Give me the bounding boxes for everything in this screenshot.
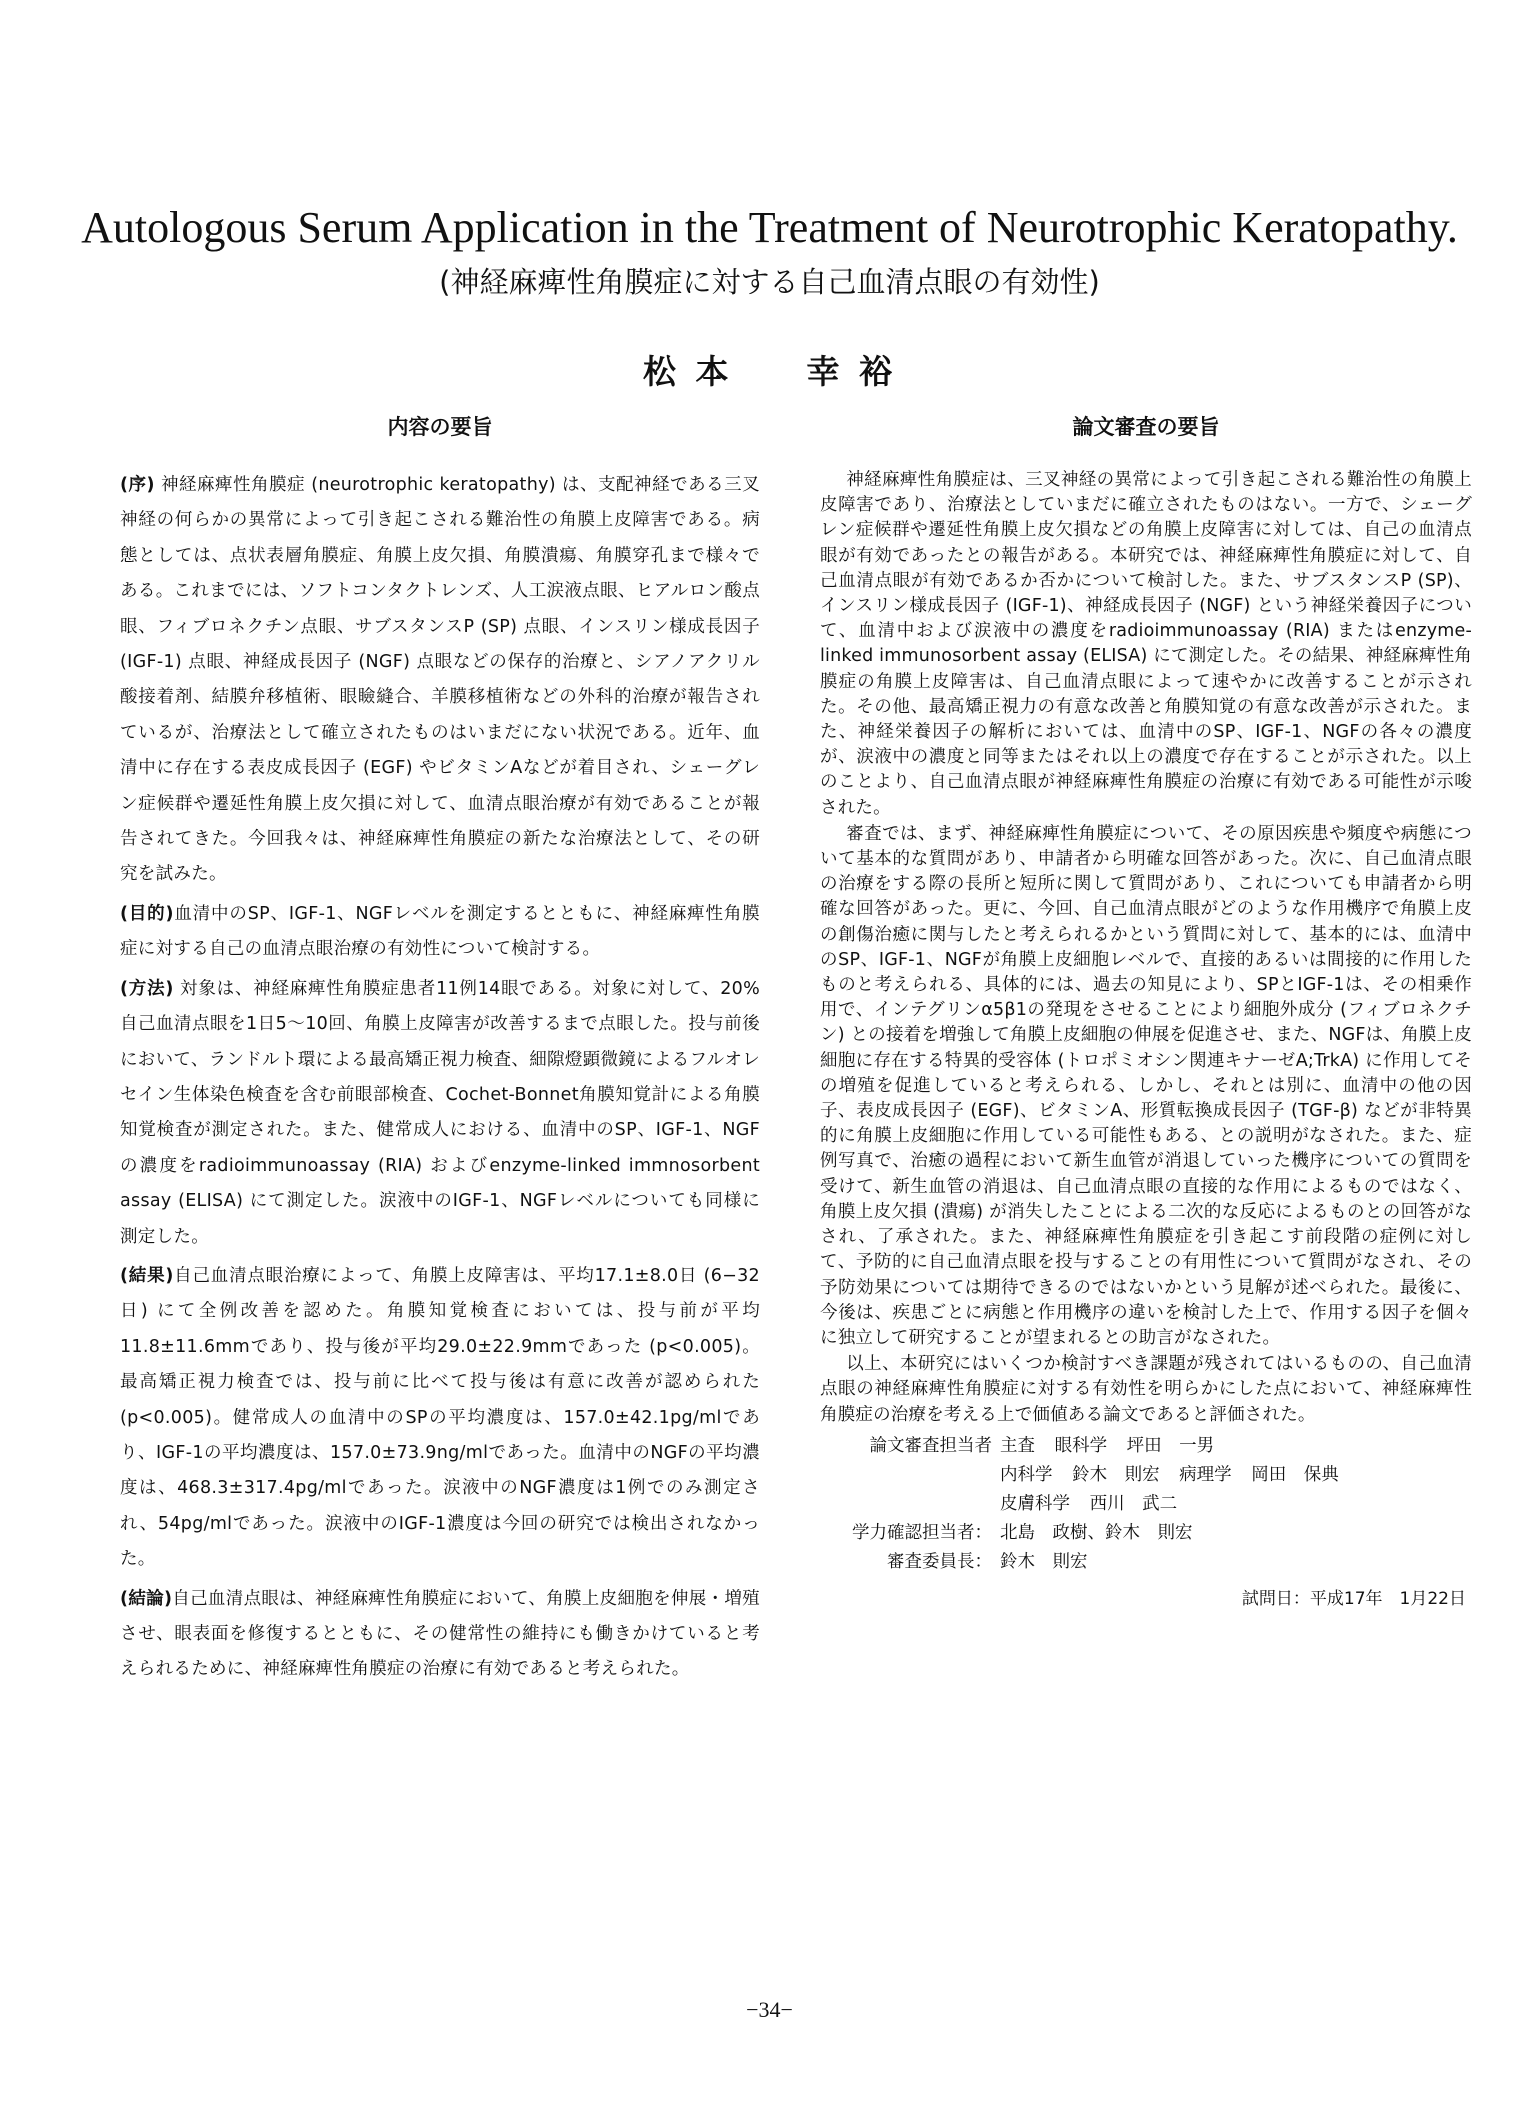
- section-text: 自己血清点眼治療によって、角膜上皮障害は、平均17.1±8.0日 (6−32日) にて全例改善を認めた。角膜知覚検査においては、投与前が平均11.8±11.6mmであり、投与後が平均29.0±22.9mmであった (p<0.005)。最高矯正視力検査では、投与前に比べて投与後は有意に改善が認められた (p<0.005)。健常成人の血清中のSPの平均濃度は、157.0±42.1pg/mlであり、IGF-1の平均濃度は、157.0±73.9ng/mlであった。血清中のNGFの平均濃度は、468.3±317.4pg/mlであった。涙液中のNGF濃度は1例でのみ測定され、54pg/mlであった。涙液中のIGF-1濃度は今回の研究では検出されなかった。: [120, 1265, 760, 1570]
- committee-entry: 西川 武二: [1089, 1493, 1178, 1514]
- committee-role: 学力確認担当者：: [852, 1522, 992, 1543]
- section-label: (序): [120, 475, 155, 495]
- section-text: 自己血清点眼は、神経麻痺性角膜症において、角膜上皮細胞を伸展・増殖させ、眼表面を修復するとともに、その健常性の維持にも働きかけていると考えられるために、神経麻痺性角膜症の治療に有効であると考えられた。: [120, 1588, 760, 1680]
- section-text: 対象は、神経麻痺性角膜症患者11例14眼である。対象に対して、20%自己血清点眼を1日5〜10回、角膜上皮障害が改善するまで点眼した。投与前後において、ランドルト環による最高矯正視力検査、細隙燈顕微鏡によるフルオレセイン生体染色検査を含む前眼部検査、Cochet-Bonnet角膜知覚計による角膜知覚検査が測定された。また、健常成人における、血清中のSP、IGF-1、NGFの濃度をradioimmunoassay (RIA) およびenzyme-linked immnosorbent assay (ELISA) にて測定した。涙液中のIGF-1、NGFレベルについても同様に測定した。: [120, 978, 760, 1247]
- committee-row: [820, 1519, 1472, 1548]
- review-paragraph: 審査では、まず、神経麻痺性角膜症について、その原因疾患や頻度や病態について基本的な質問があり、申請者から明確な回答があった。次に、自己血清点眼の治療をする際の長所と短所に関して質問があり、これについても申請者から明確な回答があった。更に、今回、自己血清点眼がどのような作用機序で角膜上皮の創傷治癒に関与したと考えられるかという質問に対して、基本的には、血清中のSP、IGF-1、NGFが角膜上皮細胞レベルで、直接的あるいは間接的に作用したものと考えられる、具体的には、過去の知見により、SPとIGF-1は、その相乗作用で、インテグリンα5β1の発現をさせることにより細胞外成分 (フィブロネクチン) との接着を増強して角膜上皮細胞の伸展を促進させ、また、NGFは、角膜上皮細胞に存在する特異的受容体 (トロポミオシン関連キナーゼA;TrkA) に作用してその増殖を促進していると考えられる、しかし、それとは別に、血清中の他の因子、表皮成長因子 (EGF)、ビタミンA、形質転換成長因子 (TGF-β) などが非特異的に角膜上皮細胞に作用している可能性もある、との説明がなされた。また、症例写真で、治癒の過程において新生血管が消退していった機序についての質問を受けて、新生血管の消退は、自己血清点眼の直接的な作用によるものではなく、角膜上皮欠損 (潰瘍) が消失したことによる二次的な反応によるものとの回答がなされ、了承された。また、神経麻痺性角膜症を引き起こす前段階の症例に対して、予防的に自己血清点眼を投与することの有用性について質問がなされ、その予防効果については期待できるのではないかという見解が述べられた。最後に、今後は、疾患ごとに病態と作用機序の違いを検討した上で、作用する因子を個々に独立して研究することが望まれるとの助言がなされた。: [820, 823, 1472, 1348]
- committee-entry: 北島 政樹、鈴木 則宏: [1000, 1522, 1193, 1543]
- review-committee: [820, 1432, 1472, 1577]
- paper-title-english: Autologous Serum Application in the Treatment of Neurotrophic Keratopathy.: [81, 203, 1458, 252]
- abstract-section-conclusion: [120, 1582, 760, 1688]
- section-label: (結論): [120, 1588, 173, 1609]
- section-label: (結果): [120, 1265, 174, 1286]
- committee-role: 論文審査担当者: [869, 1435, 992, 1456]
- abstract-heading: 内容の要旨: [387, 415, 493, 439]
- committee-row: [820, 1461, 1472, 1490]
- committee-entry: 病理学: [1179, 1464, 1232, 1485]
- committee-entry: 皮膚科学: [1000, 1493, 1070, 1514]
- section-text: 神経麻痺性角膜症 (neurotrophic keratopathy) は、支配神経である三叉神経の何らかの異常によって引き起こされる難治性の角膜上皮障害である。病態としては、点状表層角膜症、角膜上皮欠損、角膜潰瘍、角膜穿孔まで様々である。これまでには、ソフトコンタクトレンズ、人工涙液点眼、ヒアルロン酸点眼、フィブロネクチン点眼、サブスタンスP (SP) 点眼、インスリン様成長因子 (IGF-1) 点眼、神経成長因子 (NGF) 点眼などの保存的治療と、シアノアクリル酸接着剤、結膜弁移植術、眼瞼縫合、羊膜移植術などの外科的治療が報告されているが、治療法として確立されたものはいまだにない状況である。近年、血清中に存在する表皮成長因子 (EGF) やビタミンAなどが着目され、シェーグレン症候群や遷延性角膜上皮欠損に対して、血清点眼治療が有効であることが報告されてきた。今回我々は、神経麻痺性角膜症の新たな治療法として、その研究を試みた。: [120, 475, 760, 885]
- exam-date: 試問日：平成17年 1月22日: [1241, 1588, 1466, 1609]
- abstract-column: [120, 412, 760, 1692]
- author-name: 松 本 幸 裕: [643, 352, 896, 391]
- section-label: (目的): [120, 903, 174, 924]
- page-number: −34−: [746, 1997, 793, 2022]
- committee-role: [820, 1461, 1000, 1490]
- committee-row: [820, 1548, 1472, 1577]
- review-paragraph: 以上、本研究にはいくつか検討すべき課題が残されてはいるものの、自己血清点眼の神経麻痺性角膜症に対する有効性を明らかにした点において、神経麻痺性角膜症の治療を考える上で価値ある論文であると評価された。: [820, 1354, 1472, 1425]
- committee-role: [820, 1490, 1000, 1519]
- review-column: [820, 412, 1472, 1613]
- abstract-section-purpose: [120, 897, 760, 968]
- committee-entry: 鈴木 則宏: [1072, 1464, 1160, 1485]
- committee-entry: 鈴木 則宏: [1000, 1551, 1088, 1572]
- committee-entry: 坪田 一男: [1126, 1435, 1215, 1456]
- committee-entry: 岡田 保典: [1251, 1464, 1339, 1485]
- committee-row: [820, 1490, 1472, 1519]
- abstract-section-results: [120, 1259, 760, 1578]
- section-label: (方法): [120, 978, 174, 999]
- committee-entry: 眼科学: [1054, 1435, 1108, 1456]
- committee-entry: 主査: [1000, 1435, 1035, 1456]
- abstract-section-methods: [120, 972, 760, 1255]
- committee-role: 審査委員長：: [887, 1551, 992, 1572]
- review-paragraph: 神経麻痺性角膜症は、三叉神経の異常によって引き起こされる難治性の角膜上皮障害であり、治療法としていまだに確立されたものはない。一方で、シェーグレン症候群や遷延性角膜上皮欠損などの角膜上皮障害に対しては、自己の血清点眼が有効であったとの報告がある。本研究では、神経麻痺性角膜症に対して、自己血清点眼が有効であるか否かについて検討した。また、サブスタンスP (SP)、インスリン様成長因子 (IGF-1)、神経成長因子 (NGF) という神経栄養因子について、血清中および涙液中の濃度をradioimmunoassay (RIA) またはenzyme-linked immunosorbent assay (ELISA) にて測定した。その結果、神経麻痺性角膜症の角膜上皮障害は、自己血清点眼によって速やかに改善することが示された。その他、最高矯正視力の有意な改善と角膜知覚の有意な改善が示された。また、神経栄養因子の解析においては、血清中のSP、IGF-1、NGFの各々の濃度が、涙液中の濃度と同等またはそれ以上の濃度で存在することが示された。以上のことより、自己血清点眼が神経麻痺性角膜症の治療に有効である可能性が示唆された。: [820, 470, 1472, 818]
- committee-entry: 内科学: [1000, 1464, 1053, 1485]
- paper-title-japanese: (神経麻痺性角膜症に対する自己血清点眼の有効性): [439, 265, 1100, 299]
- abstract-section-intro: [120, 468, 760, 893]
- section-text: 血清中のSP、IGF-1、NGFレベルを測定するとともに、神経麻痺性角膜症に対する自己の血清点眼治療の有効性について検討する。: [120, 903, 760, 960]
- committee-row: [820, 1432, 1472, 1461]
- review-heading: 論文審査の要旨: [1072, 415, 1220, 439]
